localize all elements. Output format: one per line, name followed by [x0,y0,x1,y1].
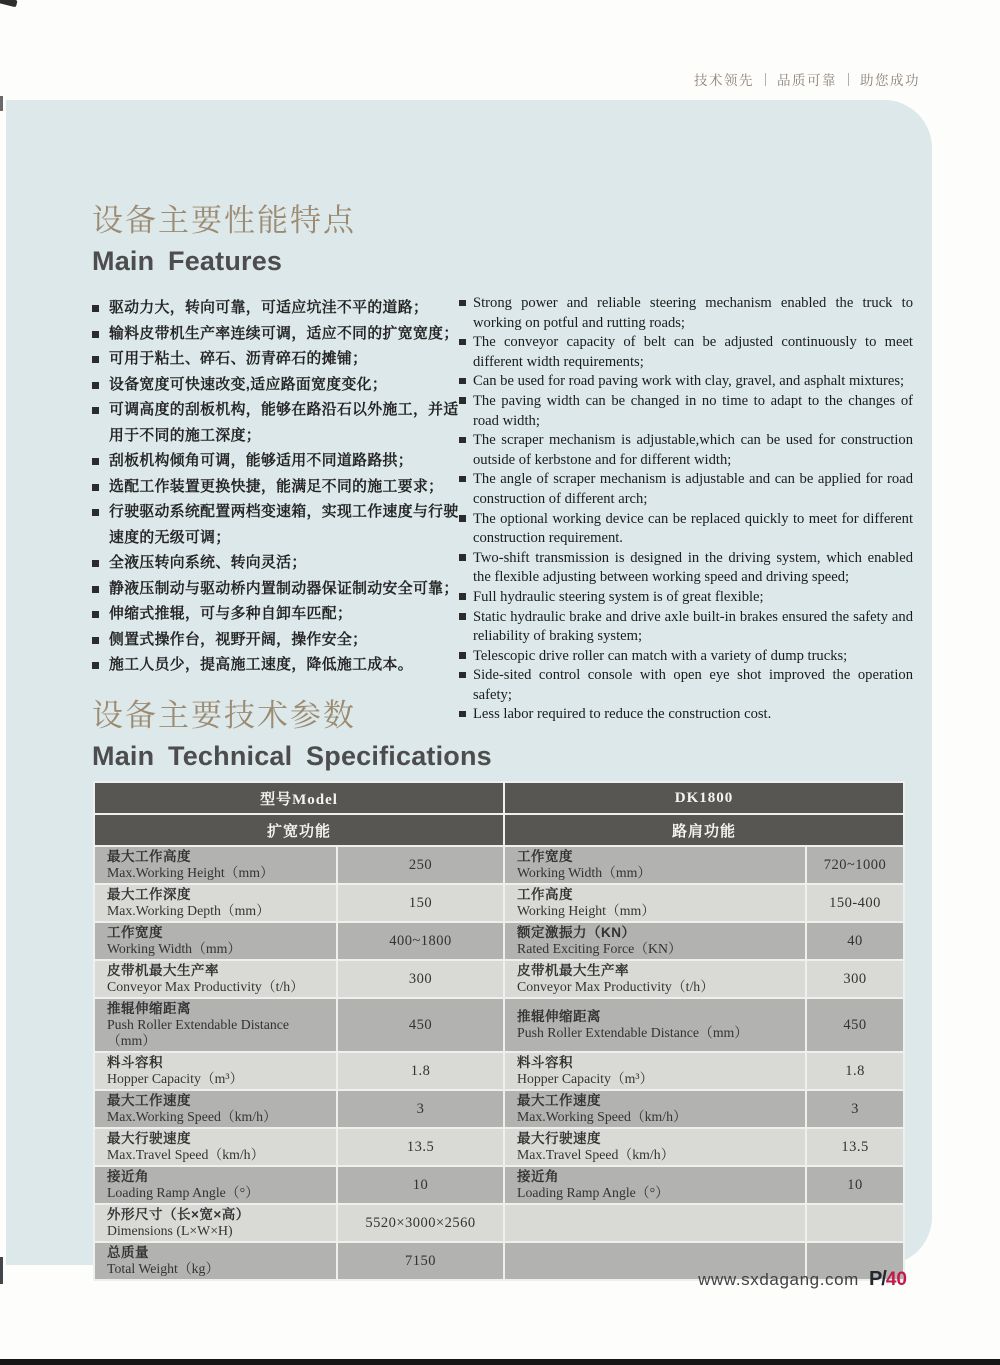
bullet-square-icon [92,560,99,567]
spec-label-zh: 料斗容积 [517,1055,574,1070]
spec-label-zh: 额定激振力（KN） [517,925,636,940]
feature-item-en [459,333,913,372]
model-label-cell: 型号Model [95,783,503,813]
spec-label-cell [505,1129,805,1165]
bullet-square-icon [92,586,99,593]
spec-row [95,999,903,1051]
bullet-square-icon [459,593,466,600]
features-title-en: Main Features [92,246,283,276]
scan-artifact [0,0,18,7]
feature-item-zh [92,577,460,603]
bullet-square-icon [92,662,99,669]
spec-table [93,781,905,1281]
feature-text: Can be used for road paving work with clay, gravel, and asphalt mixtures; [473,373,905,390]
spec-label-cell [95,847,336,883]
spec-label-cell [95,923,336,959]
spec-value-cell: 3 [807,1091,903,1127]
bullet-square-icon [92,407,99,414]
bullet-square-icon [92,611,99,618]
feature-item-en [459,392,913,431]
spec-label-en: Max.Working Depth（mm） [107,903,270,918]
feature-text: 选配工作装置更换快捷，能满足不同的施工要求； [109,478,444,495]
bullet-square-icon [459,613,466,620]
spec-value-cell: 7150 [338,1243,503,1279]
spec-label-cell [95,1167,336,1203]
bullet-square-icon [459,397,466,404]
spec-label-en: Dimensions (L×W×H) [107,1223,233,1238]
spec-value-cell: 1.8 [807,1053,903,1089]
slogan-separator [765,73,766,86]
spec-label-en: Working Height（mm） [517,903,656,918]
spec-label-cell [505,1167,805,1203]
bullet-square-icon [459,652,466,659]
feature-text: The angle of scraper mechanism is adjustable and can be applied for road construction of different arch; [473,471,913,507]
feature-text: 可调高度的刮板机构，能够在路沿石以外施工，并适用于不同的施工深度； [109,402,459,444]
feature-text: Full hydraulic steering system is of great flexible; [473,588,764,605]
features-title-block [92,203,356,276]
scan-artifact [0,96,3,111]
feature-item-en [459,549,913,588]
spec-label-en: Total Weight（kg） [107,1261,220,1276]
feature-text: 施工人员少，提高施工速度，降低施工成本。 [109,657,413,673]
bullet-square-icon [459,300,466,307]
spec-value-cell: 1.8 [338,1053,503,1089]
spec-row [95,885,903,921]
bullet-square-icon [459,554,466,561]
spec-label-zh: 最大行驶速度 [517,1131,602,1146]
feature-text: 可用于粘土、碎石、沥青碎石的摊铺； [109,351,368,367]
feature-text: Strong power and reliable steering mechanism enabled the truck to working on potful and rutting roads; [473,295,913,331]
bullet-square-icon [92,331,99,338]
spec-label-zh: 外形尺寸（长×宽×高） [107,1207,250,1222]
scan-artifact [0,1257,3,1284]
spec-value-cell: 450 [338,999,503,1051]
spec-value-cell: 13.5 [807,1129,903,1165]
bullet-square-icon [92,382,99,389]
feature-item-en [459,705,913,725]
spec-label-zh: 接近角 [107,1169,149,1184]
spec-label-cell [505,1205,805,1241]
table-header-row-function [95,815,903,845]
bullet-square-icon [92,305,99,312]
spec-label-en: Max.Working Height（mm） [107,865,274,880]
spec-row [95,1091,903,1127]
spec-label-cell [95,1129,336,1165]
specs-title-block [92,698,492,771]
feature-text: 伸缩式推辊，可与多种自卸车匹配； [109,606,353,622]
spec-label-zh: 工作高度 [517,887,574,902]
feature-item-zh [92,398,460,449]
feature-item-en [459,666,913,705]
spec-label-en: Working Width（mm） [107,941,242,956]
slogan-text: 技术领先 [694,73,754,88]
spec-label-zh: 皮带机最大生产率 [107,963,219,978]
spec-row [95,1167,903,1203]
feature-text: Two-shift transmission is designed in the driving system, which enabled the flexible adjusting between working speed and driving speed; [473,549,913,586]
spec-label-en: Loading Ramp Angle（°） [517,1185,669,1200]
feature-text: 静液压制动与驱动桥内置制动器保证制动安全可靠； [109,580,459,597]
feature-text: Telescopic drive roller can match with a variety of dump trucks; [473,647,848,664]
feature-item-en [459,294,913,333]
spec-label-en: Loading Ramp Angle（°） [107,1185,259,1200]
spec-value-cell: 150 [338,885,503,921]
feature-item-zh [92,322,460,348]
spec-label-cell [505,885,805,921]
bullet-square-icon [459,437,466,444]
page-footer [698,1268,907,1291]
spec-label-zh: 接近角 [517,1169,560,1184]
bullet-square-icon [459,339,466,346]
spec-row [95,847,903,883]
spec-value-cell: 3 [338,1091,503,1127]
feature-text: 驱动力大，转向可靠，可适应坑洼不平的道路； [109,300,429,316]
spec-row [95,961,903,997]
spec-label-en: Hopper Capacity（m³） [107,1071,244,1086]
feature-text: Static hydraulic brake and drive axle built-in brakes ensured the safety and reliability of braking system; [473,608,913,645]
spec-value-cell: 300 [807,961,903,997]
spec-label-cell [505,923,805,959]
feature-item-zh [92,628,460,654]
page-mark-logo: P/ [868,1268,886,1290]
feature-item-zh [92,475,460,501]
bullet-square-icon [459,378,466,385]
spec-label-cell [95,885,336,921]
spec-label-en: Rated Exciting Force（KN） [517,941,682,956]
spec-value-cell: 40 [807,923,903,959]
spec-label-zh: 最大工作速度 [107,1093,191,1108]
spec-label-cell [505,1091,805,1127]
bullet-square-icon [92,484,99,491]
spec-label-en: Max.Travel Speed（km/h） [107,1147,265,1162]
model-value-cell: DK1800 [505,783,903,813]
spec-label-cell [95,1205,336,1241]
bullet-square-icon [92,458,99,465]
spec-label-zh: 最大行驶速度 [107,1131,191,1146]
feature-item-zh [92,551,460,577]
bullet-square-icon [459,515,466,522]
features-list-en [459,294,913,725]
spec-label-zh: 料斗容积 [107,1055,163,1070]
function-left-cell: 扩宽功能 [95,815,503,845]
spec-label-cell [505,999,805,1051]
spec-label-cell [95,1243,336,1279]
feature-item-en [459,608,913,647]
feature-text: The scraper mechanism is adjustable,which can be used for construction outside of kerbstone and for different width; [473,432,913,468]
bullet-square-icon [92,637,99,644]
feature-item-zh [92,500,460,551]
function-right-cell: 路肩功能 [505,815,903,845]
spec-value-cell: 10 [338,1167,503,1203]
specs-title-zh: 设备主要技术参数 [92,698,356,733]
feature-item-zh [92,373,460,399]
spec-label-en: Push Roller Extendable Distance（mm） [517,1025,749,1040]
spec-label-cell [95,999,336,1051]
spec-label-cell [95,1053,336,1089]
features-title-zh: 设备主要性能特点 [92,203,356,238]
feature-item-en [459,510,913,549]
page-number: 40 [885,1269,907,1290]
spec-row [95,1205,903,1241]
feature-item-zh [92,347,460,373]
feature-text: The paving width can be changed in no time to adapt to the changes of road width; [473,392,913,429]
feature-text: 全液压转向系统、转向灵活； [109,555,307,571]
feature-text: 设备宽度可快速改变,适应路面宽度变化； [109,376,388,393]
spec-label-en: Conveyor Max Productivity（t/h） [517,979,714,994]
spec-value-cell: 13.5 [338,1129,503,1165]
website-url: www.sxdagang.com [698,1270,859,1289]
feature-text: 行驶驱动系统配置两档变速箱，实现工作速度与行驶速度的无级可调； [109,504,459,546]
bullet-square-icon [459,476,466,483]
spec-value-cell: 150-400 [807,885,903,921]
table-header-row-model [95,783,903,813]
top-slogan [694,69,920,89]
feature-item-en [459,431,913,470]
spec-value-cell: 10 [807,1167,903,1203]
spec-label-cell [95,961,336,997]
feature-item-zh [92,653,460,679]
feature-text: Less labor required to reduce the construction cost. [473,706,772,723]
feature-item-zh [92,449,460,475]
spec-value-cell: 400~1800 [338,923,503,959]
spec-label-en: Working Width（mm） [517,865,652,880]
specs-title-en: Main Technical Specifications [92,741,492,771]
feature-text: The conveyor capacity of belt can be adjusted continuously to meet different width requirements; [473,334,913,370]
feature-item-zh [92,296,460,322]
spec-value-cell: 450 [807,999,903,1051]
spec-label-zh: 推辊伸缩距离 [107,1001,191,1016]
feature-text: Side-sited control console with open eye shot improved the operation safety; [473,667,913,703]
spec-label-cell [505,961,805,997]
spec-label-cell [505,1053,805,1089]
spec-label-en: Conveyor Max Productivity（t/h） [107,979,304,994]
spec-row [95,1129,903,1165]
spec-value-cell: 720~1000 [807,847,903,883]
feature-item-en [459,372,913,392]
spec-label-zh: 总质量 [107,1245,149,1260]
spec-label-zh: 工作宽度 [517,849,574,864]
bullet-square-icon [459,672,466,679]
slogan-text: 品质可靠 [777,73,837,88]
page-bottom-edge [0,1359,1000,1365]
spec-row [95,1053,903,1089]
feature-item-zh [92,602,460,628]
feature-text: 输料皮带机生产率连续可调，适应不同的扩宽宽度； [109,325,459,342]
bullet-square-icon [92,356,99,363]
spec-label-en: Max.Travel Speed（km/h） [517,1147,675,1162]
spec-value-cell: 250 [338,847,503,883]
spec-row [95,923,903,959]
features-list-zh [92,296,460,679]
spec-label-zh: 推辊伸缩距离 [517,1009,602,1024]
spec-value-cell: 300 [338,961,503,997]
feature-text: 侧置式操作台，视野开阔，操作安全； [109,631,368,648]
feature-item-en [459,470,913,509]
spec-label-cell [95,1091,336,1127]
feature-text: The optional working device can be replaced quickly to meet for different construction requirement. [473,510,913,547]
spec-label-zh: 最大工作高度 [107,849,191,864]
spec-label-zh: 皮带机最大生产率 [517,963,630,978]
spec-label-en: Hopper Capacity（m³） [517,1071,654,1086]
feature-item-en [459,647,913,667]
spec-value-cell [807,1205,903,1241]
spec-label-cell [505,847,805,883]
spec-label-zh: 最大工作速度 [517,1093,602,1108]
slogan-text: 助您成功 [860,73,920,88]
spec-label-zh: 工作宽度 [107,925,163,940]
feature-text: 刮板机构倾角可调，能够适用不同道路路拱； [109,453,413,469]
spec-label-zh: 最大工作深度 [107,887,191,902]
spec-label-en: Max.Working Speed（km/h） [517,1109,687,1124]
bullet-square-icon [92,509,99,516]
spec-label-en: Max.Working Speed（km/h） [107,1109,277,1124]
spec-value-cell: 5520×3000×2560 [338,1205,503,1241]
feature-item-en [459,588,913,608]
spec-label-en: Push Roller Extendable Distance（mm） [107,1017,290,1048]
slogan-separator [848,73,849,86]
